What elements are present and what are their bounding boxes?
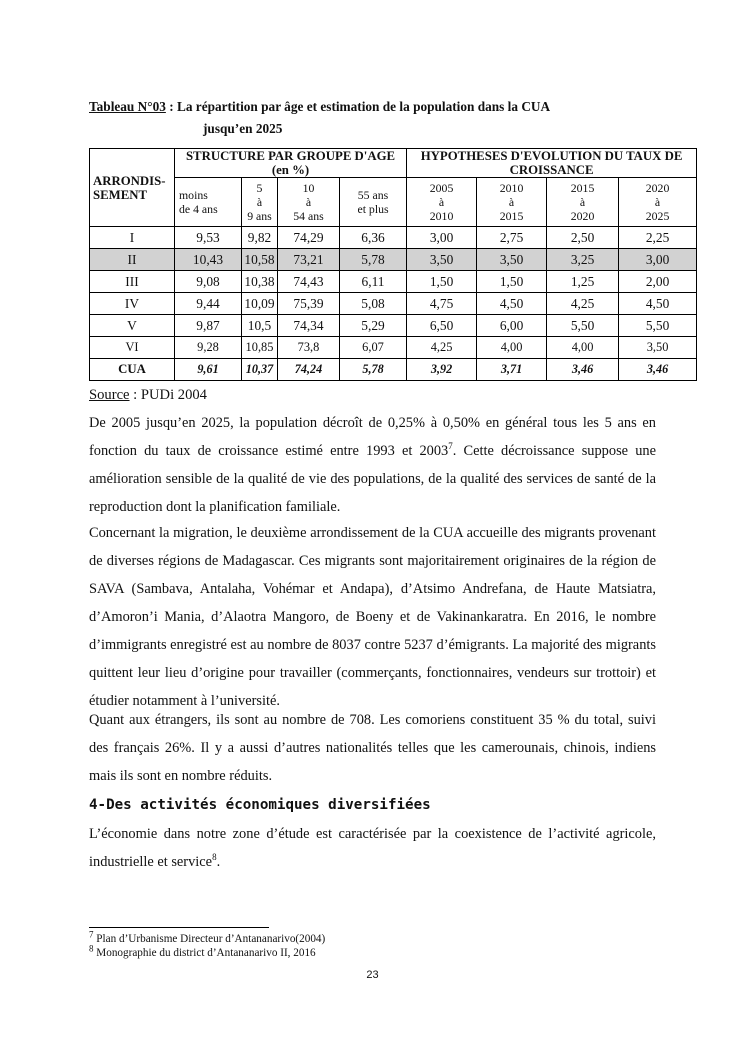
table-row bbox=[90, 337, 697, 359]
table-cell: 1,50 bbox=[477, 271, 547, 293]
subheader-row bbox=[90, 178, 697, 227]
table-cell: 2,00 bbox=[619, 271, 697, 293]
table-cell: 4,75 bbox=[407, 293, 477, 315]
section-heading: 4-Des activités économiques diversifiées bbox=[89, 797, 431, 813]
source-text: : PUDi 2004 bbox=[129, 387, 207, 403]
table-cell: 9,61 bbox=[175, 359, 242, 381]
source-line bbox=[89, 387, 207, 404]
table-cell: 6,50 bbox=[407, 315, 477, 337]
table-cell: 4,50 bbox=[619, 293, 697, 315]
table-cell: 3,00 bbox=[407, 227, 477, 249]
table-cell: 4,50 bbox=[477, 293, 547, 315]
paragraph-3: Quant aux étrangers, ils sont au nombre de 708. Les comoriens constituent 35 % du total, suivi des français 26%. Il y a aussi d’autres nationalités telles que les camerounais, chinois, indiens mais ils sont en nombre réduits. bbox=[89, 712, 656, 784]
table-cell: 5,50 bbox=[547, 315, 619, 337]
table-cell: 74,34 bbox=[278, 315, 340, 337]
table-cell: 10,43 bbox=[175, 249, 242, 271]
footnote-ref-8: 8 bbox=[212, 852, 217, 863]
table-cell: 6,00 bbox=[477, 315, 547, 337]
page-number: 23 bbox=[366, 969, 379, 981]
table-row bbox=[90, 249, 697, 271]
table-cell: 2,75 bbox=[477, 227, 547, 249]
table-cell: 3,25 bbox=[547, 249, 619, 271]
table-cell: 6,07 bbox=[340, 337, 407, 359]
header-arrondissement: ARRONDIS-SEMENT bbox=[90, 149, 175, 227]
table-title bbox=[89, 97, 659, 138]
subheader-cell: 2005 à 2010 bbox=[407, 178, 477, 227]
table-cell: 74,24 bbox=[278, 359, 340, 381]
table-row bbox=[90, 271, 697, 293]
paragraph-4: L’économie dans notre zone d’étude est caractérisée par la coexistence de l’activité agricole, industrielle et service$^8$. bbox=[89, 826, 656, 870]
table-cell: 3,46 bbox=[619, 359, 697, 381]
table-cell: 6,11 bbox=[340, 271, 407, 293]
table-cell: 5,29 bbox=[340, 315, 407, 337]
table-cell: 9,87 bbox=[175, 315, 242, 337]
table-cell: II bbox=[90, 249, 175, 271]
table-row bbox=[90, 293, 697, 315]
footnote-7: $^7$ Plan d’Urbanisme Directeur d’Antananarivo(2004) bbox=[89, 929, 326, 945]
table-cell: 9,28 bbox=[175, 337, 242, 359]
table-cell: 4,00 bbox=[547, 337, 619, 359]
table-cell: 9,08 bbox=[175, 271, 242, 293]
table-row bbox=[90, 227, 697, 249]
table-cell: 5,08 bbox=[340, 293, 407, 315]
table-cell: 5,78 bbox=[340, 359, 407, 381]
table-cell: V bbox=[90, 315, 175, 337]
title-separator: : bbox=[165, 99, 177, 114]
table-cell: 5,78 bbox=[340, 249, 407, 271]
table-cell: 1,25 bbox=[547, 271, 619, 293]
table-title-label: Tableau N°03 bbox=[89, 99, 166, 114]
subheader-cell: 10 à 54 ans bbox=[278, 178, 340, 227]
table-cell: 10,58 bbox=[242, 249, 278, 271]
subheader-cell: 2015 à 2020 bbox=[547, 178, 619, 227]
table-cell: 3,71 bbox=[477, 359, 547, 381]
table-cell: 2,50 bbox=[547, 227, 619, 249]
table-cell: CUA bbox=[90, 359, 175, 381]
table-cell: 5,50 bbox=[619, 315, 697, 337]
table-cell: 3,46 bbox=[547, 359, 619, 381]
table-cell: I bbox=[90, 227, 175, 249]
table-cell: VI bbox=[90, 337, 175, 359]
table-cell: 73,8 bbox=[278, 337, 340, 359]
table-cell: 1,50 bbox=[407, 271, 477, 293]
source-label: Source bbox=[89, 387, 130, 403]
table-title-line2: jusqu’en 2025 bbox=[203, 121, 283, 136]
header-hypotheses: HYPOTHESES D'EVOLUTION DU TAUX DE CROISSANCE bbox=[407, 149, 697, 178]
footnote-8: $^8$ Monographie du district d’Antananarivo II, 2016 bbox=[89, 943, 316, 959]
table-cell: 4,25 bbox=[407, 337, 477, 359]
footnote-divider bbox=[89, 927, 269, 928]
table-cell: 74,29 bbox=[278, 227, 340, 249]
subheader-cell: 5 à 9 ans bbox=[242, 178, 278, 227]
table-cell: 10,5 bbox=[242, 315, 278, 337]
table-cell: 4,00 bbox=[477, 337, 547, 359]
table-cell: 9,53 bbox=[175, 227, 242, 249]
subheader-cell: moins de 4 ans bbox=[175, 178, 242, 227]
table-cell: 6,36 bbox=[340, 227, 407, 249]
table-cell: 3,92 bbox=[407, 359, 477, 381]
table-cell: 4,25 bbox=[547, 293, 619, 315]
footnote-ref-7: 7 bbox=[448, 441, 453, 452]
table-cell: III bbox=[90, 271, 175, 293]
paragraph-1: De 2005 jusqu’en 2025, la population décroît de 0,25% à 0,50% en général tous les 5 ans en fonction du taux de croissance estimé entre 1993 et 2003$^7$. Cette décroissance suppose une amélioration sensible de la qualité de vie des populations, de la qualité des services de santé de la reproduction dont la planification familiale. bbox=[89, 415, 656, 515]
table-cell: 10,37 bbox=[242, 359, 278, 381]
table-cell: 3,50 bbox=[477, 249, 547, 271]
table-title-line1: La répartition par âge et estimation de la population dans la CUA bbox=[176, 99, 551, 114]
table-cell: 3,50 bbox=[619, 337, 697, 359]
population-table bbox=[89, 148, 697, 381]
subheader-cell: 2010 à 2015 bbox=[477, 178, 547, 227]
table-cell: 9,44 bbox=[175, 293, 242, 315]
table-cell: 10,38 bbox=[242, 271, 278, 293]
subheader-cell: 2020 à 2025 bbox=[619, 178, 697, 227]
table-cell: 74,43 bbox=[278, 271, 340, 293]
paragraph-2: Concernant la migration, le deuxième arrondissement de la CUA accueille des migrants provenant de diverses régions de Madagascar. Ces migrants sont majoritairement originaires de la région de SAVA (Sambava, Antalaha, Vohémar et Andapa), d’Atsimo Andrefana, de Haute Matsiatra, d’Amoron’i Mania, d’Alaotra Mangoro, de Boeny et de Vakinankaratra. En 2016, le nombre d’immigrants enregistré est au nombre de 8037 contre 5237 d’émigrants. La majorité des migrants quittent leur lieu d’origine pour travailler (commerçants, fonctionnaires, vendeurs sur trottoir) et étudier notamment à l’université. bbox=[89, 525, 656, 709]
subheader-cell: 55 ans et plus bbox=[340, 178, 407, 227]
table-cell: IV bbox=[90, 293, 175, 315]
table-row bbox=[90, 315, 697, 337]
table-cell: 75,39 bbox=[278, 293, 340, 315]
table-cell: 3,00 bbox=[619, 249, 697, 271]
header-structure: STRUCTURE PAR GROUPE D'AGE (en %) bbox=[175, 149, 407, 178]
table-cell: 73,21 bbox=[278, 249, 340, 271]
table-row-total bbox=[90, 359, 697, 381]
table-cell: 3,50 bbox=[407, 249, 477, 271]
table-cell: 2,25 bbox=[619, 227, 697, 249]
table-cell: 10,09 bbox=[242, 293, 278, 315]
table-cell: 10,85 bbox=[242, 337, 278, 359]
table-cell: 9,82 bbox=[242, 227, 278, 249]
